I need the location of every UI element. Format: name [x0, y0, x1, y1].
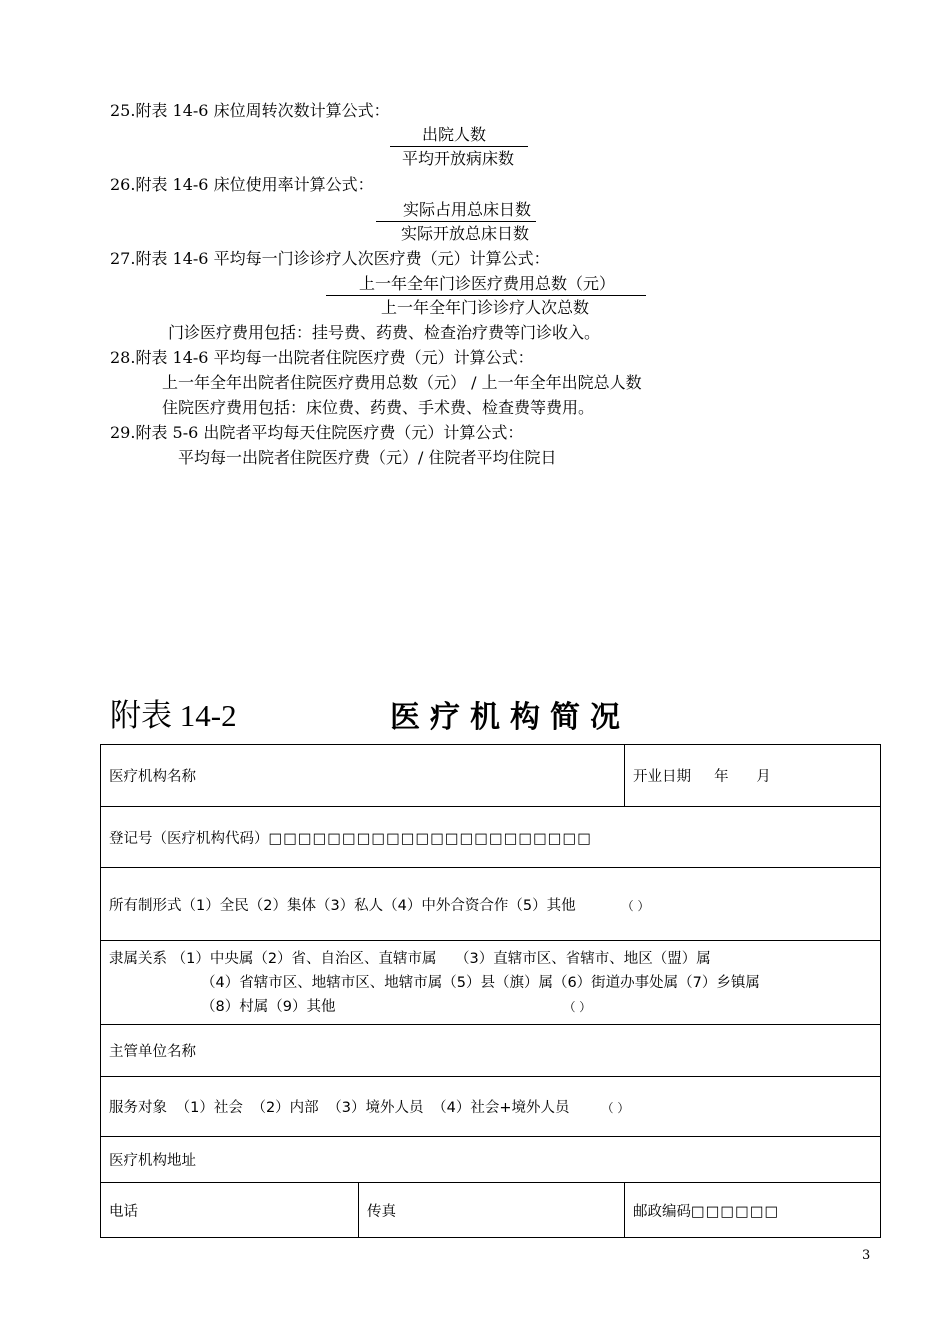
item-25-heading: 25.附表 14-6 床位周转次数计算公式：	[110, 101, 390, 120]
institution-name-field[interactable]	[101, 745, 625, 807]
item-25-denominator: 平均开放病床数	[401, 149, 514, 168]
postcode-boxes[interactable]: □□□□□□	[691, 1203, 780, 1220]
fax-field[interactable]	[359, 1183, 625, 1238]
item-27-denominator: 上一年全年门诊诊疗人次总数	[380, 298, 589, 317]
item-26-numerator: 实际占用总床日数	[402, 200, 531, 219]
affiliation-field[interactable]	[101, 941, 881, 1025]
form-row-registration	[101, 807, 881, 868]
form-row-contact	[101, 1183, 881, 1238]
ownership-answer-paren[interactable]: （ ）	[621, 898, 650, 913]
item-27-heading: 27.附表 14-6 平均每一门诊诊疗人次医疗费（元）计算公式：	[110, 249, 550, 268]
postcode-field[interactable]	[625, 1183, 881, 1238]
item-26-fraction-bar	[376, 221, 536, 222]
item-26-heading: 26.附表 14-6 床位使用率计算公式：	[110, 175, 374, 194]
form-row-ownership	[101, 868, 881, 941]
item-27-note: 门诊医疗费用包括：挂号费、药费、检查治疗费等门诊收入。	[168, 323, 601, 342]
form-row-name	[101, 745, 881, 807]
item-28-heading: 28.附表 14-6 平均每一出院者住院医疗费（元）计算公式：	[110, 348, 534, 367]
open-date-label: 开业日期 年 月	[633, 769, 771, 785]
address-label: 医疗机构地址	[109, 1153, 196, 1169]
service-options: 服务对象 （1）社会 （2）内部 （3）境外人员 （4）社会+境外人员	[109, 1100, 570, 1116]
affiliation-line-2: （4）省辖市区、地辖市区、地辖市属（5）县（旗）属（6）街道办事处属（7）乡镇属	[201, 974, 760, 991]
supervisor-label: 主管单位名称	[109, 1044, 196, 1060]
table-caption: 附表 14-2	[110, 698, 237, 733]
affiliation-line-3: （8）村属（9）其他	[201, 998, 336, 1015]
form-row-affiliation	[101, 941, 881, 1025]
supervisor-field[interactable]	[101, 1025, 881, 1077]
item-29-heading: 29.附表 5-6 出院者平均每天住院医疗费（元）计算公式：	[110, 423, 524, 442]
open-date-field[interactable]	[625, 745, 881, 807]
fax-label: 传真	[367, 1203, 396, 1220]
form-row-address	[101, 1137, 881, 1183]
item-25-numerator: 出院人数	[421, 125, 486, 144]
item-28-note: 住院医疗费用包括：床位费、药费、手术费、检查费等费用。	[162, 398, 595, 417]
ownership-options: 所有制形式（1）全民（2）集体（3）私人（4）中外合资合作（5）其他	[109, 897, 576, 914]
service-answer-paren[interactable]: （ ）	[601, 1101, 630, 1115]
address-field[interactable]	[101, 1137, 881, 1183]
item-26-denominator: 实际开放总床日数	[400, 224, 529, 243]
service-field[interactable]	[101, 1077, 881, 1137]
registration-field[interactable]	[101, 807, 881, 868]
institution-form	[100, 744, 881, 1238]
form-row-service	[101, 1077, 881, 1137]
ownership-field[interactable]	[101, 868, 881, 941]
phone-field[interactable]	[101, 1183, 359, 1238]
item-27-fraction-bar	[326, 295, 646, 296]
form-row-supervisor	[101, 1025, 881, 1077]
item-27-numerator: 上一年全年门诊医疗费用总数（元）	[358, 274, 615, 293]
affiliation-answer-paren[interactable]: （ ）	[563, 999, 592, 1014]
postcode-label: 邮政编码	[633, 1203, 692, 1220]
registration-code-boxes[interactable]: □□□□□□□□□□□□□□□□□□□□□□	[268, 830, 592, 847]
item-28-formula: 上一年全年出院者住院医疗费用总数（元） / 上一年全年出院总人数	[162, 373, 642, 392]
page-number: 3	[862, 1248, 871, 1263]
item-29-formula: 平均每一出院者住院医疗费（元）/ 住院者平均住院日	[178, 448, 557, 467]
item-25-fraction-bar	[390, 146, 528, 147]
institution-name-label: 医疗机构名称	[109, 769, 196, 785]
affiliation-line-1: 隶属关系 （1）中央属（2）省、自治区、直辖市属 （3）直辖市区、省辖市、地区（盟）属	[109, 950, 711, 967]
table-title: 医疗机构简况	[390, 700, 630, 735]
registration-label: 登记号（医疗机构代码）	[109, 830, 269, 847]
phone-label: 电话	[109, 1203, 138, 1220]
